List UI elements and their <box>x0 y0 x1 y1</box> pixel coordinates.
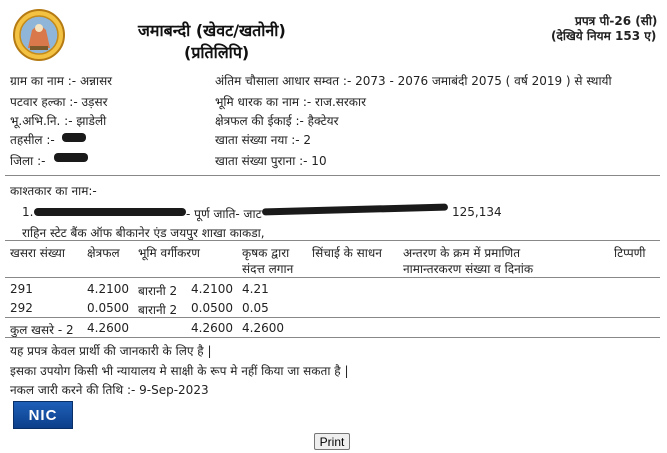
cultivator-bank-note: राहिन स्टेट बैंक ऑफ बीकानेर एंड जयपुर शाखा काकडा, <box>22 226 265 240</box>
cell-area: 4.2100 <box>87 282 129 296</box>
tehsil <box>10 131 55 148</box>
redaction-mark <box>34 208 186 216</box>
land-record-inspector: भू.अभि.नि. :- झाडेली <box>10 114 107 128</box>
cultivator-caste: - पूर्ण जाति- जाट <box>186 207 262 221</box>
col-land-class: भूमि वर्गीकरण <box>138 246 200 260</box>
khata-number-old: खाता संख्या पुराना :- 10 <box>215 154 327 168</box>
cell-class-area: 0.0500 <box>191 301 233 315</box>
col-transfer-line2: नामान्तरकरण संख्या व दिनांक <box>403 262 534 276</box>
cultivator-entry-number: 1. <box>22 205 34 219</box>
total-lagan: 4.2600 <box>242 321 284 335</box>
form-number: प्रपत्र पी-26 (सी) <box>575 14 658 28</box>
legal-use-note: इसका उपयोग किसी भी न्यायालय मे साक्षी के रूप मे नहीं किया जा सकता है | <box>10 364 349 378</box>
nic-logo: NIC <box>13 401 73 429</box>
disclaimer-note: यह प्रपत्र केवल प्रार्थी की जानकारी के लिए है | <box>10 344 212 358</box>
cell-khasra: 291 <box>10 282 33 296</box>
redaction-mark <box>62 133 86 142</box>
tehsil-label: तहसील :- <box>10 133 55 147</box>
area-unit: क्षेत्रफल की ईकाई :- हैक्टेयर <box>215 114 339 128</box>
cell-class-area: 4.2100 <box>191 282 233 296</box>
divider <box>5 175 660 176</box>
cell-area: 0.0500 <box>87 301 129 315</box>
patwar-halka: पटवार हल्का :- उड़सर <box>10 95 108 109</box>
table-header-divider <box>5 277 660 278</box>
total-area: 4.2600 <box>87 321 129 335</box>
cell-land-class: बारानी 2 <box>138 303 178 317</box>
district <box>10 152 45 169</box>
issue-date: नकल जारी करने की तिथि :- 9-Sep-2023 <box>10 383 209 397</box>
total-divider <box>5 317 660 318</box>
page-subtitle: (प्रतिलिपि) <box>184 43 250 62</box>
rule-reference: (देखिये नियम 153 ए) <box>551 29 657 43</box>
cell-khasra: 292 <box>10 301 33 315</box>
village-name: ग्राम का नाम :- अन्नासर <box>10 74 113 88</box>
col-khasra: खसरा संख्या <box>10 246 65 260</box>
total-label: कुल खसरे - 2 <box>10 323 74 337</box>
cell-land-class: बारानी 2 <box>138 284 178 298</box>
print-button[interactable]: Print <box>314 433 350 450</box>
khata-number-new: खाता संख्या नया :- 2 <box>215 133 312 147</box>
redaction-mark <box>54 153 88 162</box>
divider <box>5 240 660 241</box>
col-irrigation: सिंचाई के साधन <box>312 246 382 260</box>
col-transfer-line1: अन्तरण के क्रम में प्रमाणित <box>403 246 521 260</box>
divider <box>5 337 660 338</box>
land-holder-name: भूमि धारक का नाम :- राज.सरकार <box>215 95 367 109</box>
cell-lagan: 4.21 <box>242 282 269 296</box>
col-area: क्षेत्रफल <box>87 246 120 260</box>
col-remarks: टिप्पणी <box>614 246 646 260</box>
samvat-info: अंतिम चौसाला आधार सम्वत :- 2073 - 2076 जमाबंदी 2075 ( वर्ष 2019 ) से स्थायी <box>215 74 612 88</box>
col-lagan-line1: कृषक द्वारा <box>242 246 290 260</box>
cell-lagan: 0.05 <box>242 301 269 315</box>
total-class-area: 4.2600 <box>191 321 233 335</box>
cultivator-entry-end: 125,134 <box>452 205 502 219</box>
redaction-mark <box>262 204 448 216</box>
rajasthan-emblem-icon <box>12 8 66 62</box>
district-label: जिला :- <box>10 154 46 168</box>
page-title: जमाबन्दी (खेवट/खतोनी) <box>138 21 286 40</box>
cultivator-label: काश्तकार का नाम:- <box>10 184 97 198</box>
col-lagan-line2: संदत्त लगान <box>242 262 294 276</box>
